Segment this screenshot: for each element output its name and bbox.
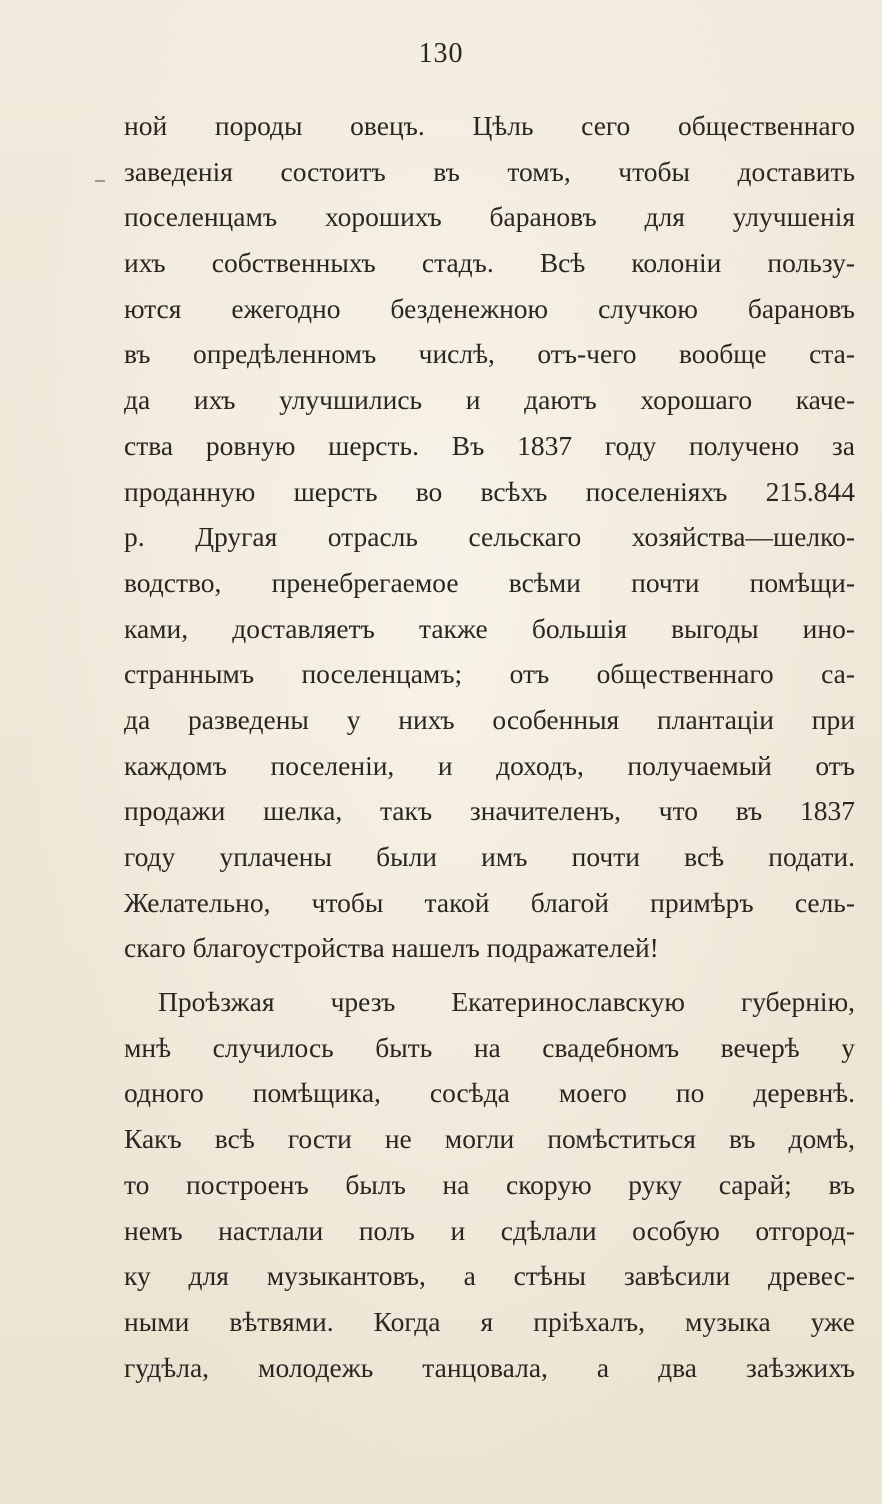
text-line: страннымъ поселенцамъ; отъ общественнаго са- [124,658,855,690]
ink-speck [95,180,105,182]
text-line: Проѣзжая чрезъ Екатеринославскую губернію, [158,986,855,1018]
text-line: ства ровную шерсть. Въ 1837 году получено за [124,429,855,461]
text-line: ными вѣтвями. Когда я пріѣхалъ, музыка уже [124,1305,855,1337]
paragraph-2 [124,979,855,1390]
text-line: гудѣла, молодежь танцовала, а два заѣзжихъ [124,1351,855,1383]
text-line: одного помѣщика, сосѣда моего по деревнѣ. [124,1077,855,1109]
text-line: году уплачены были имъ почти всѣ подати. [124,841,855,872]
text-line: Желательно, чтобы такой благой примѣръ сель- [124,886,855,918]
text-line: поселенцамъ хорошихъ барановъ для улучшенія [124,201,855,233]
paragraph-1 [124,103,855,971]
text-line: мнѣ случилось быть на свадебномъ вечерѣ у [124,1031,855,1063]
page-number: 130 [418,38,464,69]
text-line: ются ежегодно безденежною случкою барановъ [124,292,855,324]
text-line: немъ настлали полъ и сдѣлали особую отгород- [124,1214,855,1246]
text-line: скаго благоустройства нашелъ подражателей! [124,932,659,964]
text-line: заведенія состоитъ въ томъ, чтобы доставить [124,155,855,187]
text-line: ку для музыкантовъ, а стѣны завѣсили древес- [124,1260,855,1292]
text-line: то построенъ былъ на скорую руку сарай; въ [124,1168,855,1200]
text-line: въ опредѣленномъ числѣ, отъ-чего вообще ста- [124,338,855,370]
text-line: продажи шелка, такъ значителенъ, что въ 1837 [124,795,855,827]
text-line: да разведены у нихъ особенныя плантаціи при [124,703,855,735]
text-line: водство, пренебрегаемое всѣми почти помѣщи- [124,566,855,598]
text-line: Какъ всѣ гости не могли помѣститься въ домѣ, [124,1123,855,1155]
text-line: проданную шерсть во всѣхъ поселеніяхъ 215.844 [124,475,855,507]
text-line: ками, доставляетъ также большія выгоды ино- [124,612,855,644]
text-line: р. Другая отрасль сельскаго хозяйства—шелко- [124,521,855,553]
text-line: каждомъ поселеніи, и доходъ, получаемый отъ [124,749,855,781]
body-text [124,103,855,1390]
text-line: ихъ собственныхъ стадъ. Всѣ колоніи пользу- [124,247,855,279]
text-line: ной породы овецъ. Цѣль сего общественнаго [124,110,855,141]
text-line: да ихъ улучшились и даютъ хорошаго каче- [124,384,855,416]
